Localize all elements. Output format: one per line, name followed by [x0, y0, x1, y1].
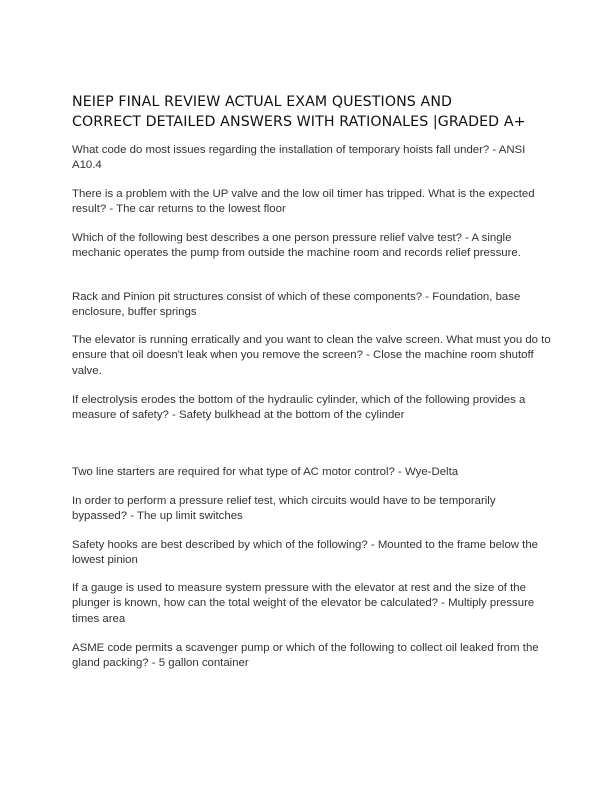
qa-item: There is a problem with the UP valve and the low oil timer has tripped. What is the expected result? - The car returns to the lowest floor [72, 188, 535, 216]
qa-item: Safety hooks are best described by which of the following? - Mounted to the frame below the lowest pinion [72, 539, 539, 567]
qa-item: Which of the following best describes a one person pressure relief valve test? - A single mechanic operates the pump from outside the machine room and records relief pressure. [72, 232, 521, 260]
qa-item: What code do most issues regarding the installation of temporary hoists fall under? - ANSI A10.4 [72, 144, 526, 172]
qa-item: Rack and Pinion pit structures consist of which of these components? - Foundation, base enclosure, buffer springs [72, 291, 521, 319]
title-line-2: CORRECT DETAILED ANSWERS WITH RATIONALES |GRADED A+ [72, 114, 526, 130]
qa-item: ASME code permits a scavenger pump or which of the following to collect oil leaked from the gland packing? - 5 gallon container [72, 642, 539, 670]
qa-item: If a gauge is used to measure system pressure with the elevator at rest and the size of the plunger is known, how can the total weight of the elevator be calculated? - Multiply pressure times area [72, 582, 535, 625]
qa-item: In order to perform a pressure relief test, which circuits would have to be temporarily bypassed? - The up limit switches [72, 495, 496, 523]
qa-item: The elevator is running erratically and you want to clean the valve screen. What must you do to ensure that oil doesn't leak when you remove the screen? - Close the machine room shutoff valve. [72, 334, 551, 377]
title-line-1: NEIEP FINAL REVIEW ACTUAL EXAM QUESTIONS AND [72, 94, 453, 110]
qa-item: If electrolysis erodes the bottom of the hydraulic cylinder, which of the following provides a measure of safety? - Safety bulkhead at the bottom of the cylinder [72, 394, 526, 422]
document-title [72, 92, 552, 132]
qa-item: Two line starters are required for what type of AC motor control? - Wye-Delta [72, 466, 459, 478]
